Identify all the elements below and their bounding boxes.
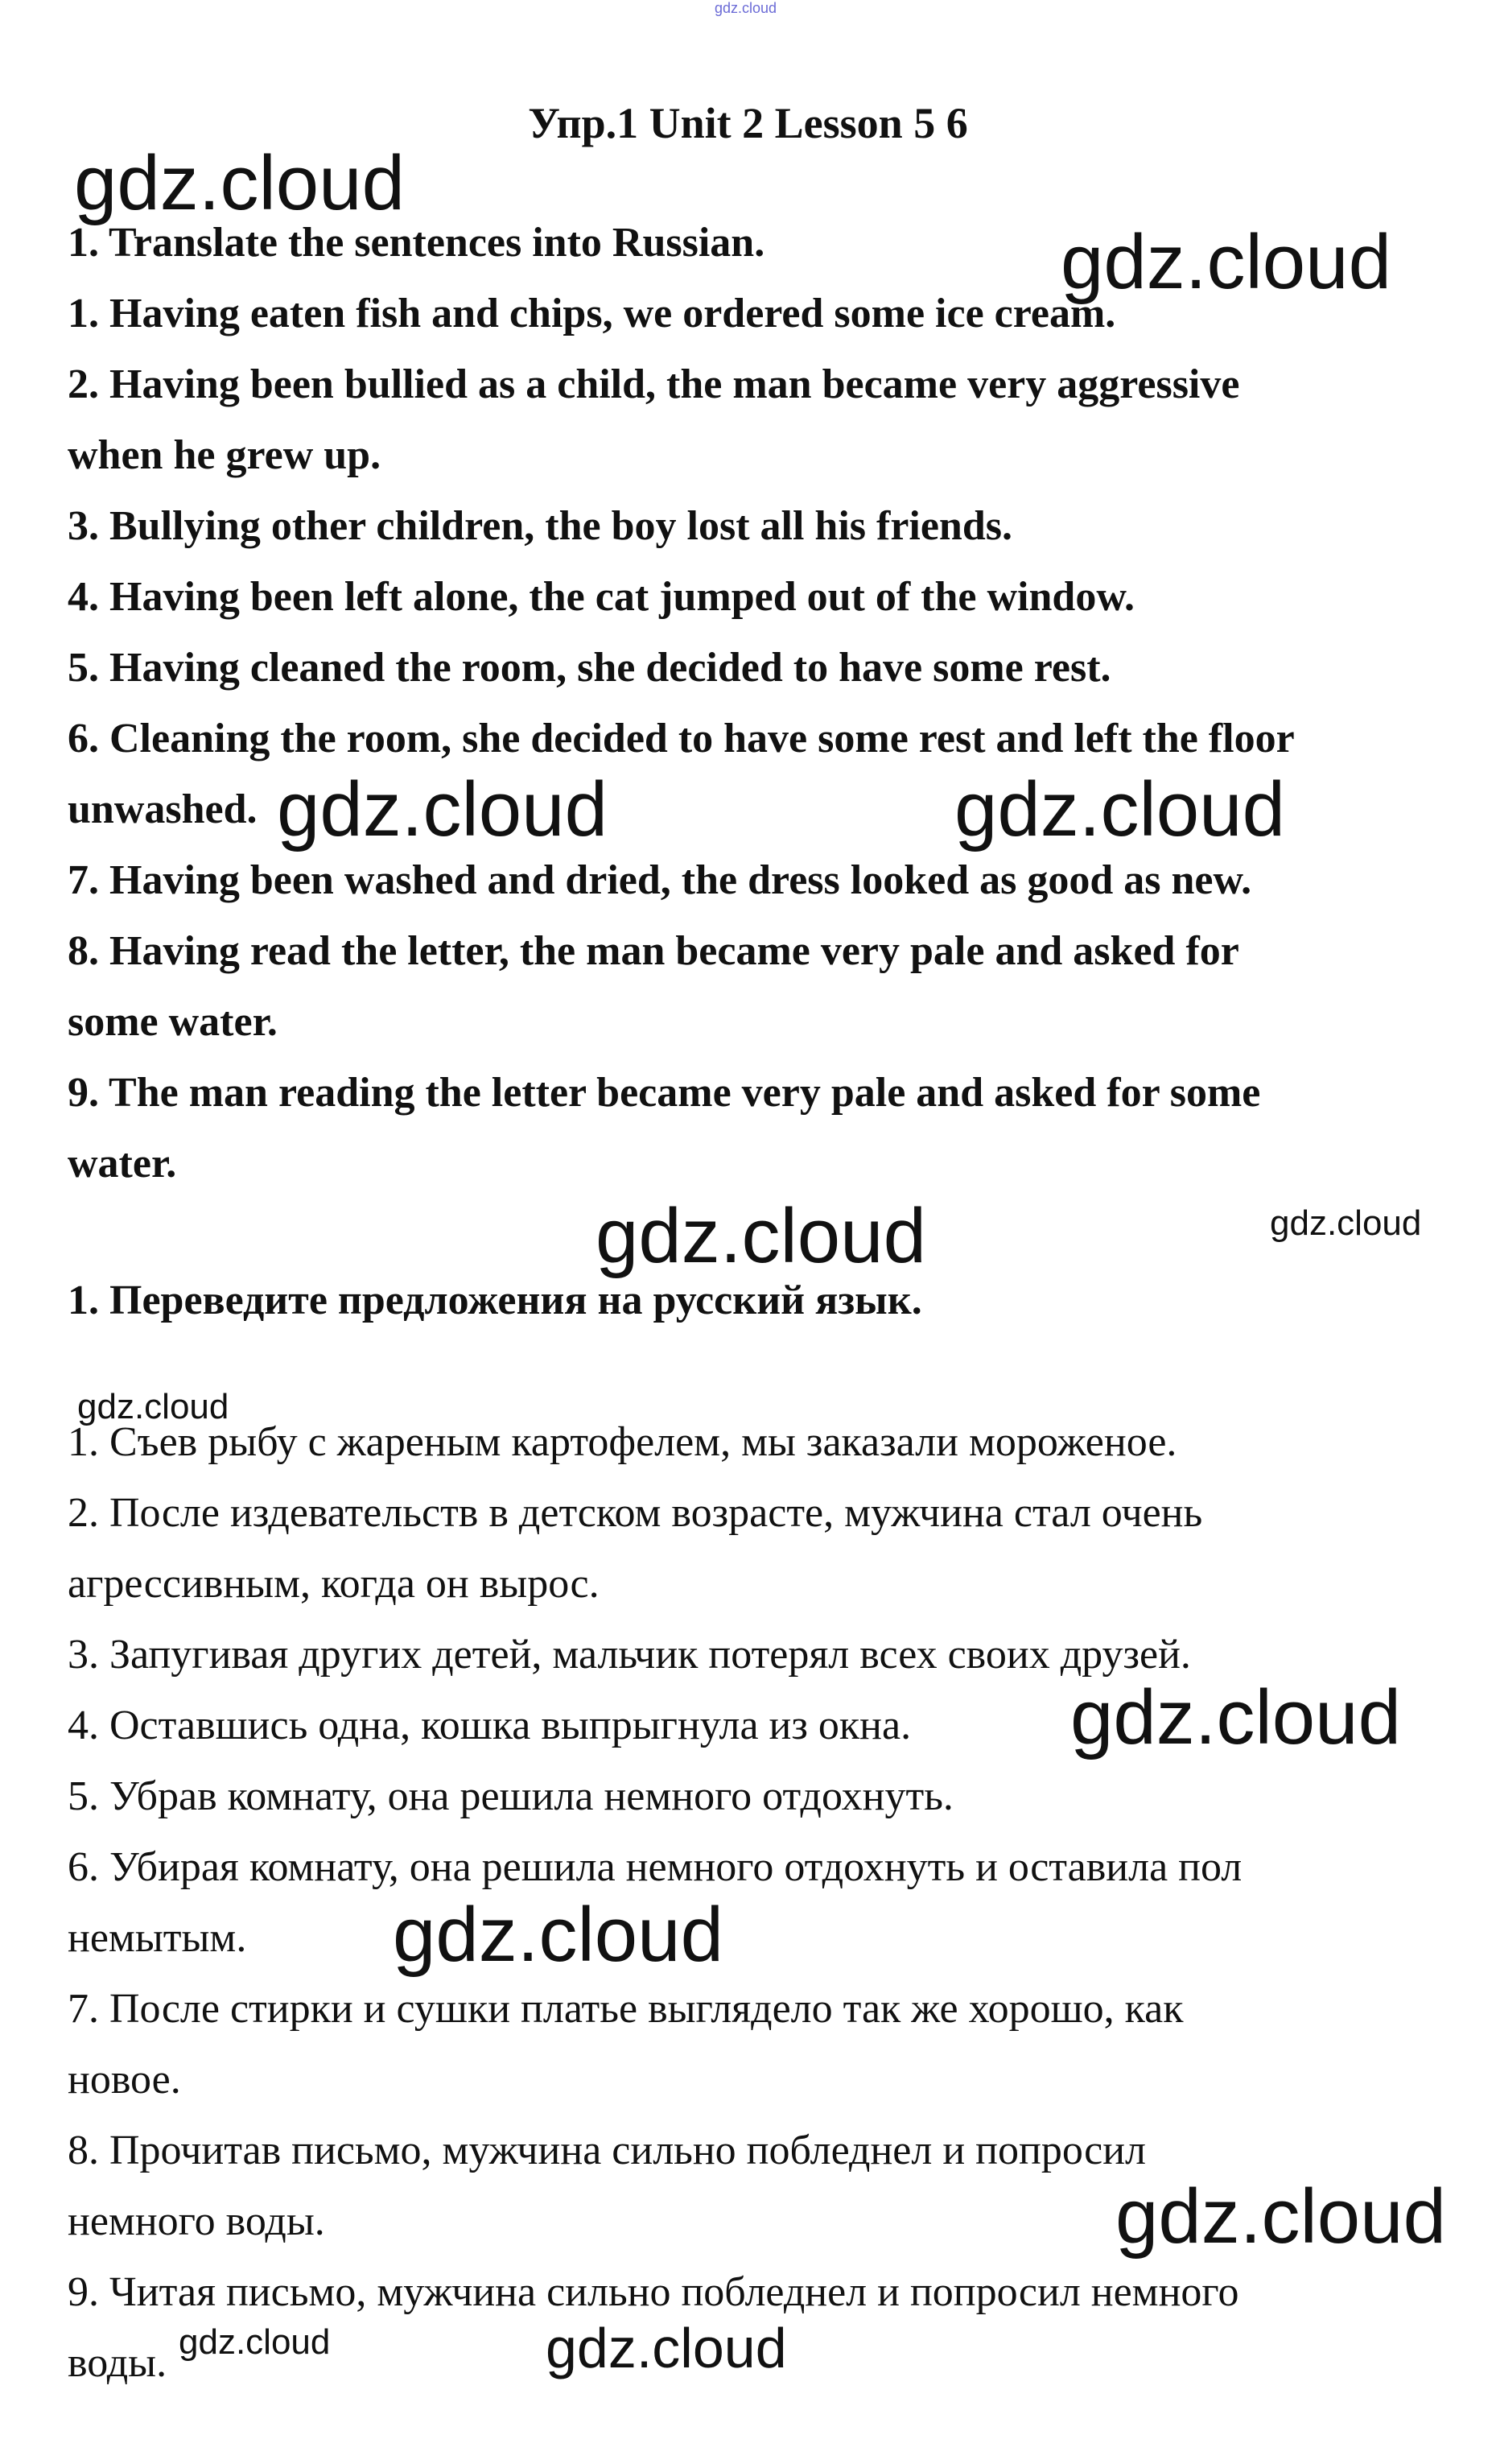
english-line: 4. Having been left alone, the cat jumped out of the window.: [68, 574, 1135, 620]
top-watermark: gdz.cloud: [715, 0, 777, 16]
watermark: gdz.cloud: [596, 1193, 926, 1279]
russian-line: 4. Оставшись одна, кошка выпрыгнула из окна.: [68, 1703, 912, 1748]
russian-line: воды.: [68, 2340, 167, 2386]
page-title: Упр.1 Unit 2 Lesson 5 6: [528, 99, 968, 147]
russian-line: 3. Запугивая других детей, мальчик потерял всех своих друзей.: [68, 1632, 1191, 1678]
watermark: gdz.cloud: [1115, 2173, 1446, 2260]
english-line: 6. Cleaning the room, she decided to have some rest and left the floor: [68, 716, 1295, 761]
russian-line: новое.: [68, 2057, 181, 2103]
russian-line: 1. Съев рыбу с жареным картофелем, мы заказали мороженое.: [68, 1419, 1177, 1465]
russian-line: 7. После стирки и сушки платье выглядело так же хорошо, как: [68, 1986, 1184, 2032]
english-line: 5. Having cleaned the room, she decided to have some rest.: [68, 645, 1111, 691]
russian-line: 9. Читая письмо, мужчина сильно побледнел и попросил немного: [68, 2269, 1239, 2315]
english-line: when he grew up.: [68, 432, 381, 478]
watermark: gdz.cloud: [1270, 1203, 1422, 1243]
watermark: gdz.cloud: [1061, 219, 1391, 305]
english-heading: 1. Translate the sentences into Russian.: [68, 220, 765, 266]
english-line: 8. Having read the letter, the man became very pale and asked for: [68, 928, 1239, 974]
russian-heading: 1. Переведите предложения на русский язык.: [68, 1277, 922, 1323]
english-line: 2. Having been bullied as a child, the man became very aggressive: [68, 361, 1240, 407]
russian-line: агрессивным, когда он вырос.: [68, 1561, 600, 1607]
watermark: gdz.cloud: [179, 2322, 331, 2362]
english-line: 1. Having eaten fish and chips, we ordered some ice cream.: [68, 291, 1116, 336]
english-section: [68, 208, 1468, 1199]
russian-line: 5. Убрав комнату, она решила немного отдохнуть.: [68, 1773, 954, 1819]
watermark: gdz.cloud: [393, 1892, 723, 1978]
watermark: gdz.cloud: [546, 2317, 787, 2379]
english-line: unwashed.: [68, 786, 258, 832]
watermark: gdz.cloud: [277, 766, 608, 852]
english-line: water.: [68, 1141, 177, 1187]
russian-line: 8. Прочитав письмо, мужчина сильно побледнел и попросил: [68, 2128, 1146, 2173]
english-line: some water.: [68, 999, 278, 1045]
russian-line: немытым.: [68, 1915, 247, 1961]
watermark: gdz.cloud: [74, 140, 405, 226]
watermark: gdz.cloud: [77, 1387, 229, 1426]
russian-line: 6. Убирая комнату, она решила немного отдохнуть и оставила пол: [68, 1844, 1243, 1890]
english-line: 9. The man reading the letter became very pale and asked for some: [68, 1070, 1261, 1116]
english-line: 3. Bullying other children, the boy lost all his friends.: [68, 503, 1013, 549]
english-line: 7. Having been washed and dried, the dress looked as good as new.: [68, 857, 1252, 903]
watermark: gdz.cloud: [1070, 1674, 1401, 1760]
watermark: gdz.cloud: [954, 766, 1285, 852]
russian-line: немного воды.: [68, 2198, 325, 2244]
russian-line: 2. После издевательств в детском возрасте, мужчина стал очень: [68, 1490, 1203, 1536]
